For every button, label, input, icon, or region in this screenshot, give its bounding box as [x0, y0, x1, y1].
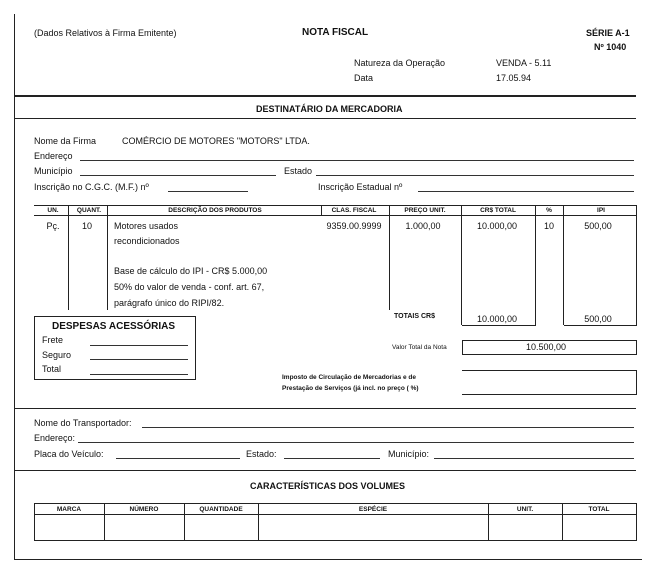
total-label: Total [42, 364, 62, 374]
item-quant: 10 [81, 221, 92, 231]
total-field[interactable] [90, 374, 188, 375]
vol-sep [636, 503, 637, 541]
frete-label: Frete [42, 335, 64, 345]
vol-sep [258, 503, 259, 541]
vol-col-marca: MARCA [56, 506, 82, 513]
vol-col-total: TOTAL [588, 506, 610, 513]
data-label: Data [354, 73, 374, 83]
placa-field[interactable] [116, 458, 240, 459]
col-quant: QUANT. [76, 207, 102, 214]
endereco-label: Endereço [34, 151, 73, 161]
item-un: Pç. [46, 221, 60, 231]
col-ipi: IPI [597, 207, 605, 214]
issuer-note: (Dados Relativos à Firma Emitente) [34, 28, 177, 38]
destinatario-title: DESTINATÁRIO DA MERCADORIA [256, 104, 403, 114]
firma-value: COMÉRCIO DE MOTORES "MOTORS" LTDA. [122, 136, 310, 146]
vol-col-quantidade: QUANTIDADE [199, 506, 243, 513]
nota-base-calculo: Base de cálculo do IPI - CR$ 5.000,00 [114, 266, 268, 276]
natureza-label: Natureza da Operação [354, 58, 446, 68]
vol-sep [184, 503, 185, 541]
placa-label: Placa do Veículo: [34, 449, 104, 459]
inscricao-estadual-label: Inscrição Estadual nº [318, 182, 403, 192]
col-sep [68, 205, 69, 310]
totais-ipi: 500,00 [584, 314, 612, 324]
volumes-top-line [34, 503, 637, 504]
col-sep [321, 205, 322, 215]
numero-label: Nº 1040 [594, 42, 627, 52]
form-bottom-border [14, 559, 642, 560]
valor-total-value: 10.500,00 [526, 342, 567, 352]
item-total: 10.000,00 [476, 221, 518, 231]
col-sep [389, 205, 390, 310]
table-top-line [34, 205, 637, 206]
totais-total-line [462, 325, 536, 326]
transportador-estado-field[interactable] [284, 458, 380, 459]
vol-sep [562, 503, 563, 541]
header-divider [14, 95, 636, 97]
valor-total-label: Valor Total da Nota [392, 344, 447, 351]
frete-field[interactable] [90, 345, 188, 346]
municipio-field[interactable] [80, 175, 276, 176]
volumes-bottom-line [34, 540, 637, 541]
inscricao-estadual-field[interactable] [418, 191, 634, 192]
seguro-field[interactable] [90, 359, 188, 360]
section-divider [14, 408, 636, 409]
vol-col-numero: NÚMERO [129, 506, 159, 513]
table-header-line [34, 215, 637, 216]
despesas-title: DESPESAS ACESSÓRIAS [52, 321, 175, 332]
volumes-title: CARACTERÍSTICAS DOS VOLUMES [250, 481, 406, 491]
data-value: 17.05.94 [496, 73, 532, 83]
icms-line-1: Imposto de Circulação de Mercadorias e de [282, 374, 417, 381]
totais-total: 10.000,00 [476, 314, 518, 324]
transportador-estado-label: Estado: [246, 449, 277, 459]
icms-right-line [636, 370, 637, 395]
transportador-nome-field[interactable] [142, 427, 634, 428]
icms-top-line [462, 370, 637, 371]
vol-col-unit: UNIT. [516, 506, 534, 513]
vol-sep [34, 503, 35, 541]
item-preco-unit: 1.000,00 [405, 221, 441, 231]
section-divider [14, 470, 636, 471]
endereco-field[interactable] [80, 160, 634, 161]
firma-label: Nome da Firma [34, 136, 97, 146]
col-clas-fiscal: CLAS. FISCAL [331, 207, 377, 214]
vol-sep [488, 503, 489, 541]
icms-line-2: Prestação de Serviços (já incl. no preço ( %) [282, 385, 419, 392]
col-descricao: DESCRIÇÃO DOS PRODUTOS [168, 207, 262, 214]
estado-field[interactable] [316, 175, 634, 176]
nota-valor-venda: 50% do valor de venda - conf. art. 67, [114, 282, 265, 292]
icms-field[interactable] [462, 394, 637, 395]
volumes-header-line [34, 514, 637, 515]
totais-label: TOTAIS CR$ [394, 313, 435, 320]
item-descricao-1: Motores usados [114, 221, 179, 231]
col-sep [563, 205, 564, 325]
transportador-endereco-field[interactable] [78, 442, 634, 443]
transportador-endereco-label: Endereço: [34, 433, 76, 443]
item-percent: 10 [543, 221, 554, 231]
item-clas-fiscal: 9359.00.9999 [326, 221, 382, 231]
col-sep [107, 205, 108, 310]
vol-col-especie: ESPÉCIE [358, 506, 388, 513]
natureza-value: VENDA - 5.11 [496, 58, 552, 68]
col-percent: % [546, 207, 552, 214]
cgc-label: Inscrição no C.G.C. (M.F.) nº [34, 182, 149, 192]
vol-sep [104, 503, 105, 541]
transportador-municipio-field[interactable] [434, 458, 634, 459]
municipio-label: Município [34, 166, 73, 176]
estado-label: Estado [284, 166, 313, 176]
item-descricao-2: recondicionados [114, 236, 180, 246]
transportador-nome-label: Nome do Transportador: [34, 418, 132, 428]
document-title: NOTA FISCAL [302, 27, 369, 38]
totais-ipi-line [564, 325, 637, 326]
destinatario-title-line [14, 118, 636, 119]
nota-paragrafo: parágrafo único do RIPI/82. [114, 298, 225, 308]
serie-label: SÉRIE A-1 [586, 28, 630, 38]
item-ipi: 500,00 [584, 221, 612, 231]
col-sep [535, 205, 536, 325]
col-un: UN. [47, 207, 59, 214]
col-total: CR$ TOTAL [480, 207, 516, 214]
col-sep [636, 205, 637, 325]
col-preco-unit: PREÇO UNIT. [404, 207, 446, 214]
transportador-municipio-label: Município: [388, 449, 430, 459]
cgc-field[interactable] [168, 191, 248, 192]
seguro-label: Seguro [42, 350, 72, 360]
col-sep [461, 205, 462, 325]
